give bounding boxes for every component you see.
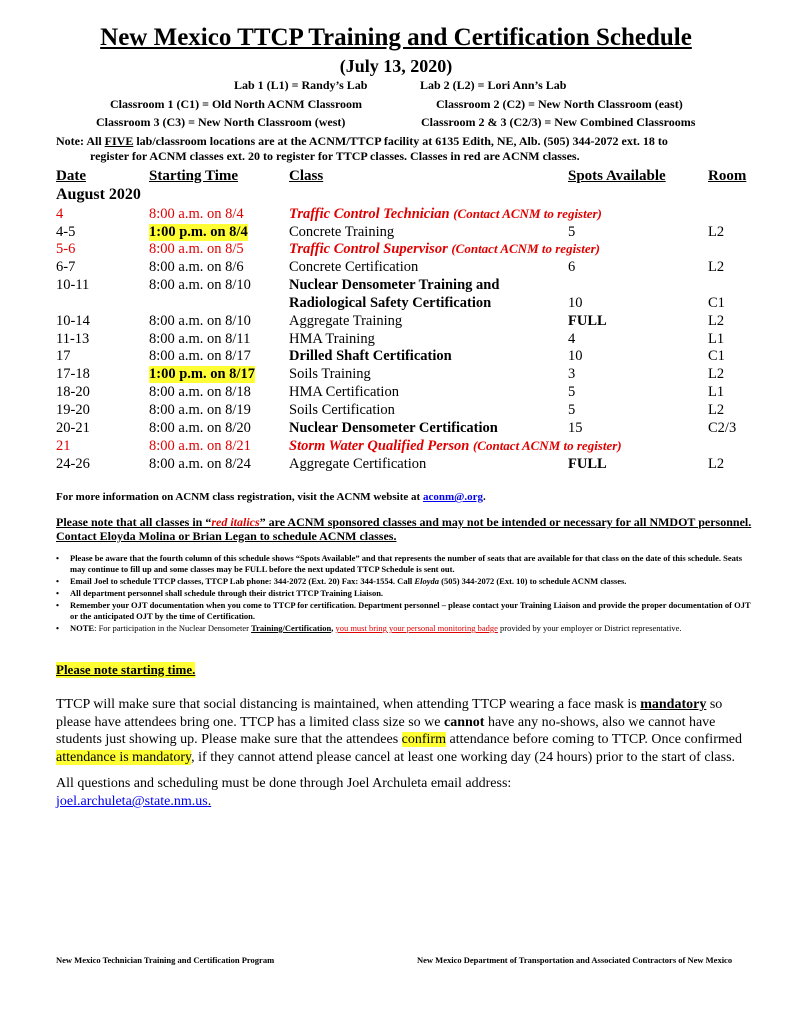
- row-class-name: Traffic Control Technician: [289, 206, 450, 222]
- row-spots: 5: [568, 402, 576, 418]
- row-date: 10-14: [56, 313, 90, 329]
- row-room: L1: [708, 384, 725, 400]
- row-date: 20-21: [56, 420, 90, 436]
- list-item: • Please be aware that the fourth column of this schedule shows “Spots Available” and that represents the number of seats that are available for that class on the date of this schedule. Seats may continue to fill up and some classes may be FULL before the next updated TTCP Schedule is sent out.: [56, 553, 756, 575]
- list-item: • Remember your OJT documentation when you come to TTCP for certification. Department personnel – please contact your Training Liaison and provide the proper documentation of OJT or the anticipated OJT by the time of Certification.: [56, 600, 756, 622]
- starting-time-note: Please note starting time.: [56, 662, 196, 677]
- schedule-date: (July 13, 2020): [339, 56, 453, 76]
- note2-a: Please note that all classes in “: [56, 515, 212, 529]
- row-spots: 4: [568, 331, 576, 347]
- para-attendance: attendance is mandatory: [56, 749, 192, 765]
- row-room: C1: [708, 295, 725, 311]
- row-class: Soils Certification: [289, 402, 395, 418]
- para-confirm: confirm: [401, 732, 446, 747]
- row-start: 8:00 a.m. on 8/5: [149, 241, 244, 257]
- email-address[interactable]: joel.archuleta@state.nm.us: [56, 794, 208, 809]
- row-date: 21: [56, 438, 71, 454]
- row-spots: 15: [568, 420, 583, 436]
- row-room: L2: [708, 313, 725, 329]
- row-start: 8:00 a.m. on 8/11: [149, 331, 251, 347]
- row-class: [289, 241, 600, 258]
- bullet5-training: Training/Certification: [251, 623, 332, 633]
- notice-list: [56, 553, 756, 635]
- para-a: TTCP will make sure that social distancing is maintained, when attending TTCP wearing a face mask is: [56, 697, 641, 712]
- row-room: L2: [708, 456, 725, 472]
- row-date: 5-6: [56, 241, 76, 257]
- row-spots: 3: [568, 366, 576, 382]
- bullet5-d: ,: [331, 623, 336, 633]
- bullet5-b: : For participation in the Nuclear Densometer: [94, 623, 252, 633]
- covid-paragraph: [56, 696, 756, 766]
- row-class: [289, 206, 602, 223]
- row-room: L2: [708, 366, 725, 382]
- row-class: Nuclear Densometer Certification: [289, 420, 498, 436]
- row-class-extra: (Contact ACNM to register): [451, 241, 601, 256]
- bullet2-name: Eloyda: [414, 576, 439, 586]
- row-start: 8:00 a.m. on 8/10: [149, 313, 251, 329]
- row-spots: FULL: [568, 313, 607, 329]
- row-class: Aggregate Certification: [289, 456, 427, 472]
- note-five: FIVE: [104, 134, 134, 148]
- location-lab2: Lab 2 (L2) = Lori Ann’s Lab: [420, 78, 567, 92]
- acnm-info: [56, 491, 486, 503]
- header-room: Room: [708, 168, 747, 184]
- location-c2: Classroom 2 (C2) = New North Classroom (east): [436, 97, 683, 111]
- row-class-name: Storm Water Qualified Person: [289, 438, 470, 454]
- row-start: 8:00 a.m. on 8/24: [149, 456, 251, 472]
- header-start: Starting Time: [149, 168, 239, 184]
- row-room: L2: [708, 224, 725, 240]
- para-b: so please have attendees bring one. TTCP has a limited class size so we: [56, 697, 723, 730]
- email-link[interactable]: [56, 794, 211, 810]
- month-heading: August 2020: [56, 186, 141, 203]
- row-start: 8:00 a.m. on 8/19: [149, 402, 251, 418]
- para-e: , if they cannot attend please cancel at least one working day (24 hours) prior to the start of class.: [191, 749, 736, 765]
- row-class: Concrete Certification: [289, 259, 419, 275]
- row-date: 17-18: [56, 366, 90, 382]
- row-spots: FULL: [568, 456, 607, 472]
- para-c: have any no-shows, also we cannot have students just showing up. Please make sure that the attendees: [56, 714, 716, 747]
- bullet2-b: (505) 344-2072 (Ext. 10) to schedule ACNM classes.: [438, 576, 627, 586]
- acnm-info-end: .: [482, 491, 486, 503]
- row-room: L1: [708, 331, 725, 347]
- row-start: 8:00 a.m. on 8/10: [149, 277, 251, 293]
- row-class: [289, 438, 622, 455]
- row-class-extra: (Contact ACNM to register): [453, 206, 602, 221]
- row-class: Drilled Shaft Certification: [289, 348, 452, 364]
- row-date: 4-5: [56, 224, 76, 240]
- row-spots: 10: [568, 295, 583, 311]
- acnm-website-link[interactable]: aconm@.org: [422, 491, 483, 503]
- list-item: [56, 576, 756, 587]
- note-line1: lab/classroom locations are at the ACNM/TTCP facility at 6135 Edith, NE, Alb. (505) 344-2072 ext. 18 to: [133, 134, 668, 148]
- note2-red-italics: red italics: [211, 515, 260, 529]
- header-date: Date: [56, 168, 86, 184]
- row-class: Soils Training: [289, 366, 371, 382]
- row-class: Nuclear Densometer Training and: [289, 277, 500, 293]
- row-start: 8:00 a.m. on 8/18: [149, 384, 251, 400]
- row-start: 8:00 a.m. on 8/21: [149, 438, 251, 454]
- row-date: 17: [56, 348, 71, 364]
- row-date: 11-13: [56, 331, 90, 347]
- header-spots: Spots Available: [568, 168, 666, 184]
- para-cannot: cannot: [444, 714, 485, 730]
- row-start-highlighted: 1:00 p.m. on 8/17: [149, 366, 255, 382]
- row-start-highlighted: 1:00 p.m. on 8/4: [149, 224, 248, 240]
- para-d: attendance before coming to TTCP. Once confirmed: [445, 732, 742, 747]
- facility-note: [56, 134, 746, 164]
- row-date: 18-20: [56, 384, 90, 400]
- row-spots: 5: [568, 224, 576, 240]
- acnm-sponsored-note: [56, 515, 756, 543]
- row-room: C2/3: [708, 420, 737, 436]
- para-mandatory: mandatory: [640, 697, 707, 712]
- row-room: C1: [708, 348, 725, 364]
- row-start: 8:00 a.m. on 8/4: [149, 206, 244, 222]
- page-title: New Mexico TTCP Training and Certification Schedule: [100, 24, 692, 51]
- row-class-extra: (Contact ACNM to register): [472, 438, 622, 453]
- row-date: 24-26: [56, 456, 90, 472]
- row-class-name: Traffic Control Supervisor: [289, 241, 448, 257]
- row-start: 8:00 a.m. on 8/6: [149, 259, 244, 275]
- row-date: 19-20: [56, 402, 90, 418]
- row-start: 8:00 a.m. on 8/20: [149, 420, 251, 436]
- list-item: • All department personnel shall schedule through their district TTCP Training Liaison.: [56, 588, 756, 599]
- list-item: [56, 623, 756, 634]
- row-room: L2: [708, 402, 725, 418]
- location-c23: Classroom 2 & 3 (C2/3) = New Combined Classrooms: [421, 115, 696, 129]
- bullet2-a: Email Joel to schedule TTCP classes, TTCP Lab phone: 344-2072 (Ext. 20) Fax: 344-1554. Call: [70, 576, 415, 586]
- row-date: 4: [56, 206, 64, 222]
- footer-right: New Mexico Department of Transportation and Associated Contractors of New Mexico: [417, 955, 733, 965]
- location-lab1: Lab 1 (L1) = Randy’s Lab: [234, 78, 368, 92]
- location-c1: Classroom 1 (C1) = Old North ACNM Classroom: [110, 97, 363, 111]
- row-date: 6-7: [56, 259, 76, 275]
- row-spots: 6: [568, 259, 576, 275]
- bullet5-f: provided by your employer or District representative.: [497, 623, 682, 633]
- bullet5-badge: you must bring your personal monitoring badge: [335, 623, 498, 633]
- row-class: Aggregate Training: [289, 313, 403, 329]
- email-end: .: [207, 794, 212, 809]
- row-date: 10-11: [56, 277, 90, 293]
- note-line2: register for ACNM classes ext. 20 to register for TTCP classes. Classes in red are ACNM classes.: [90, 149, 580, 163]
- row-class: Concrete Training: [289, 224, 395, 240]
- row-spots: 10: [568, 348, 583, 364]
- questions-line: All questions and scheduling must be done through Joel Archuleta email address:: [56, 776, 512, 791]
- acnm-info-text: For more information on ACNM class registration, visit the ACNM website at: [56, 491, 423, 503]
- note2-b: ” are ACNM sponsored classes and may not be intended or necessary for all NMDOT personnel. Contact Eloyda Molina or Brian Legan to schedule ACNM classes.: [56, 515, 752, 543]
- row-room: L2: [708, 259, 725, 275]
- bullet5-note: NOTE: [70, 623, 95, 633]
- row-class-line2: Radiological Safety Certification: [289, 295, 492, 311]
- note-prefix: Note: All: [56, 134, 105, 148]
- row-class: HMA Training: [289, 331, 375, 347]
- header-class: Class: [289, 168, 324, 184]
- row-start: 8:00 a.m. on 8/17: [149, 348, 251, 364]
- location-c3: Classroom 3 (C3) = New North Classroom (west): [96, 115, 346, 129]
- footer-left: New Mexico Technician Training and Certification Program: [56, 955, 275, 965]
- row-class: HMA Certification: [289, 384, 399, 400]
- row-spots: 5: [568, 384, 576, 400]
